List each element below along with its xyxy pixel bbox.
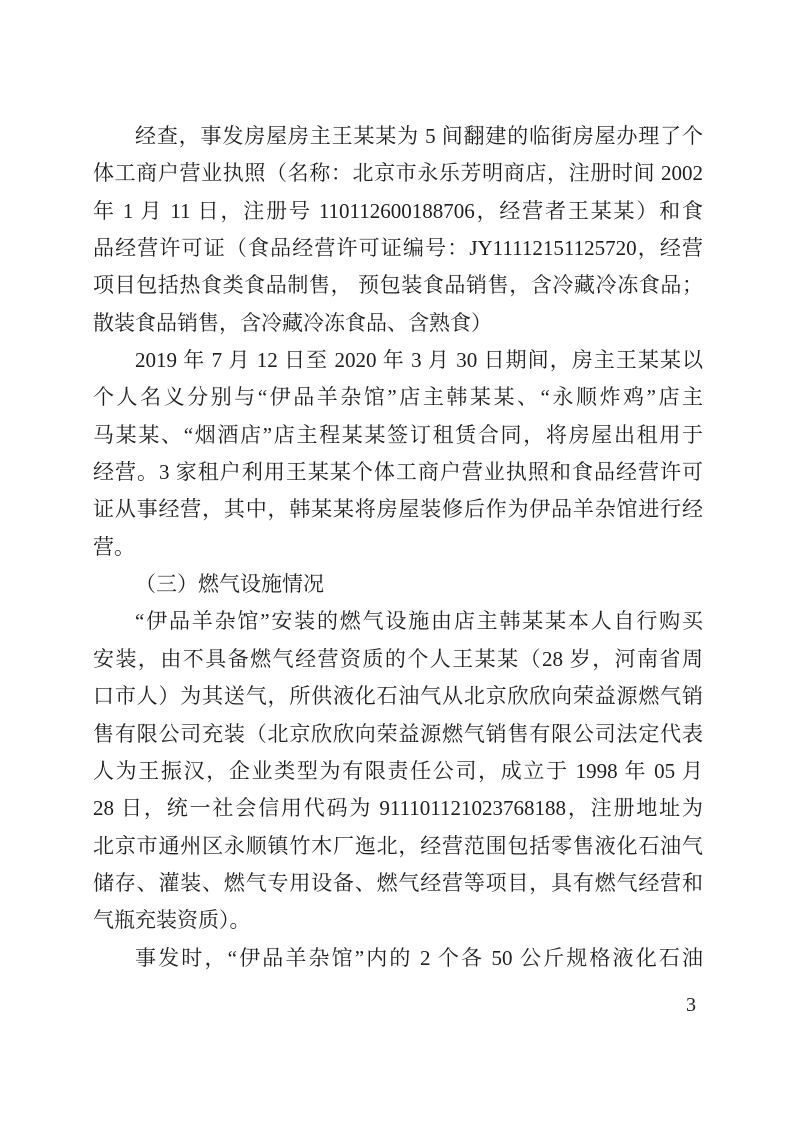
- text-line: 口市人）为其送气，所供液化石油气从北京欣欣向荣益源燃气销: [93, 684, 703, 709]
- text-line: 营。: [93, 534, 135, 559]
- text-line: 安装，由不具备燃气经营资质的个人王某某（28 岁，河南省周: [93, 646, 703, 671]
- text-line: 事发时，“伊品羊杂馆”内的 2 个各 50 公斤规格液化石油: [135, 945, 703, 970]
- text-line: 散装食品销售，含冷藏冷冻食品、含熟食）: [93, 310, 492, 335]
- text-line: 经营。3 家租户利用王某某个体工商户营业执照和食品经营许可: [93, 460, 703, 485]
- paragraph: [93, 940, 703, 977]
- text-line: 北京市通州区永顺镇竹木厂迤北，经营范围包括零售液化石油气: [93, 833, 703, 858]
- page-number: 3: [686, 994, 696, 1016]
- text-line: 年 1 月 11 日，注册号 110112600188706，经营者王某某）和食: [93, 198, 703, 223]
- text-line: 气瓶充装资质）。: [93, 908, 251, 933]
- text-line: 储存、灌装、燃气专用设备、燃气经营等项目，具有燃气经营和: [93, 870, 703, 895]
- text-line: 体工商户营业执照（名称：北京市永乐芳明商店，注册时间 2002: [93, 161, 703, 186]
- text-line: 2019 年 7 月 12 日至 2020 年 3 月 30 日期间，房主王某某以: [135, 348, 703, 373]
- document-body: [93, 118, 703, 977]
- paragraph: [93, 603, 703, 939]
- text-line: 28 日，统一社会信用代码为 911101121023768188，注册地址为: [93, 796, 703, 821]
- text-line: “伊品羊杂馆”安装的燃气设施由店主韩某某本人自行购买: [135, 609, 703, 634]
- text-line: 售有限公司充装（北京欣欣向荣益源燃气销售有限公司法定代表: [93, 721, 703, 746]
- text-line: （三）燃气设施情况: [135, 572, 324, 597]
- text-line: 证从事经营，其中，韩某某将房屋装修后作为伊品羊杂馆进行经: [93, 497, 703, 522]
- paragraph: [93, 118, 703, 342]
- section-heading: [93, 566, 703, 603]
- text-line: 经查，事发房屋房主王某某为 5 间翻建的临街房屋办理了个: [135, 124, 703, 148]
- paragraph: [93, 342, 703, 566]
- text-line: 品经营许可证（食品经营许可证编号：JY11112151125720，经营: [93, 236, 703, 261]
- text-line: 个人名义分别与“伊品羊杂馆”店主韩某某、“永顺炸鸡”店主: [93, 385, 703, 410]
- text-line: 人为王振汉，企业类型为有限责任公司，成立于 1998 年 05 月: [93, 758, 703, 783]
- text-line: 马某某、“烟酒店”店主程某某签订租赁合同，将房屋出租用于: [93, 422, 703, 447]
- text-line: 项目包括热食类食品制售， 预包装食品销售，含冷藏冷冻食品；: [93, 273, 703, 298]
